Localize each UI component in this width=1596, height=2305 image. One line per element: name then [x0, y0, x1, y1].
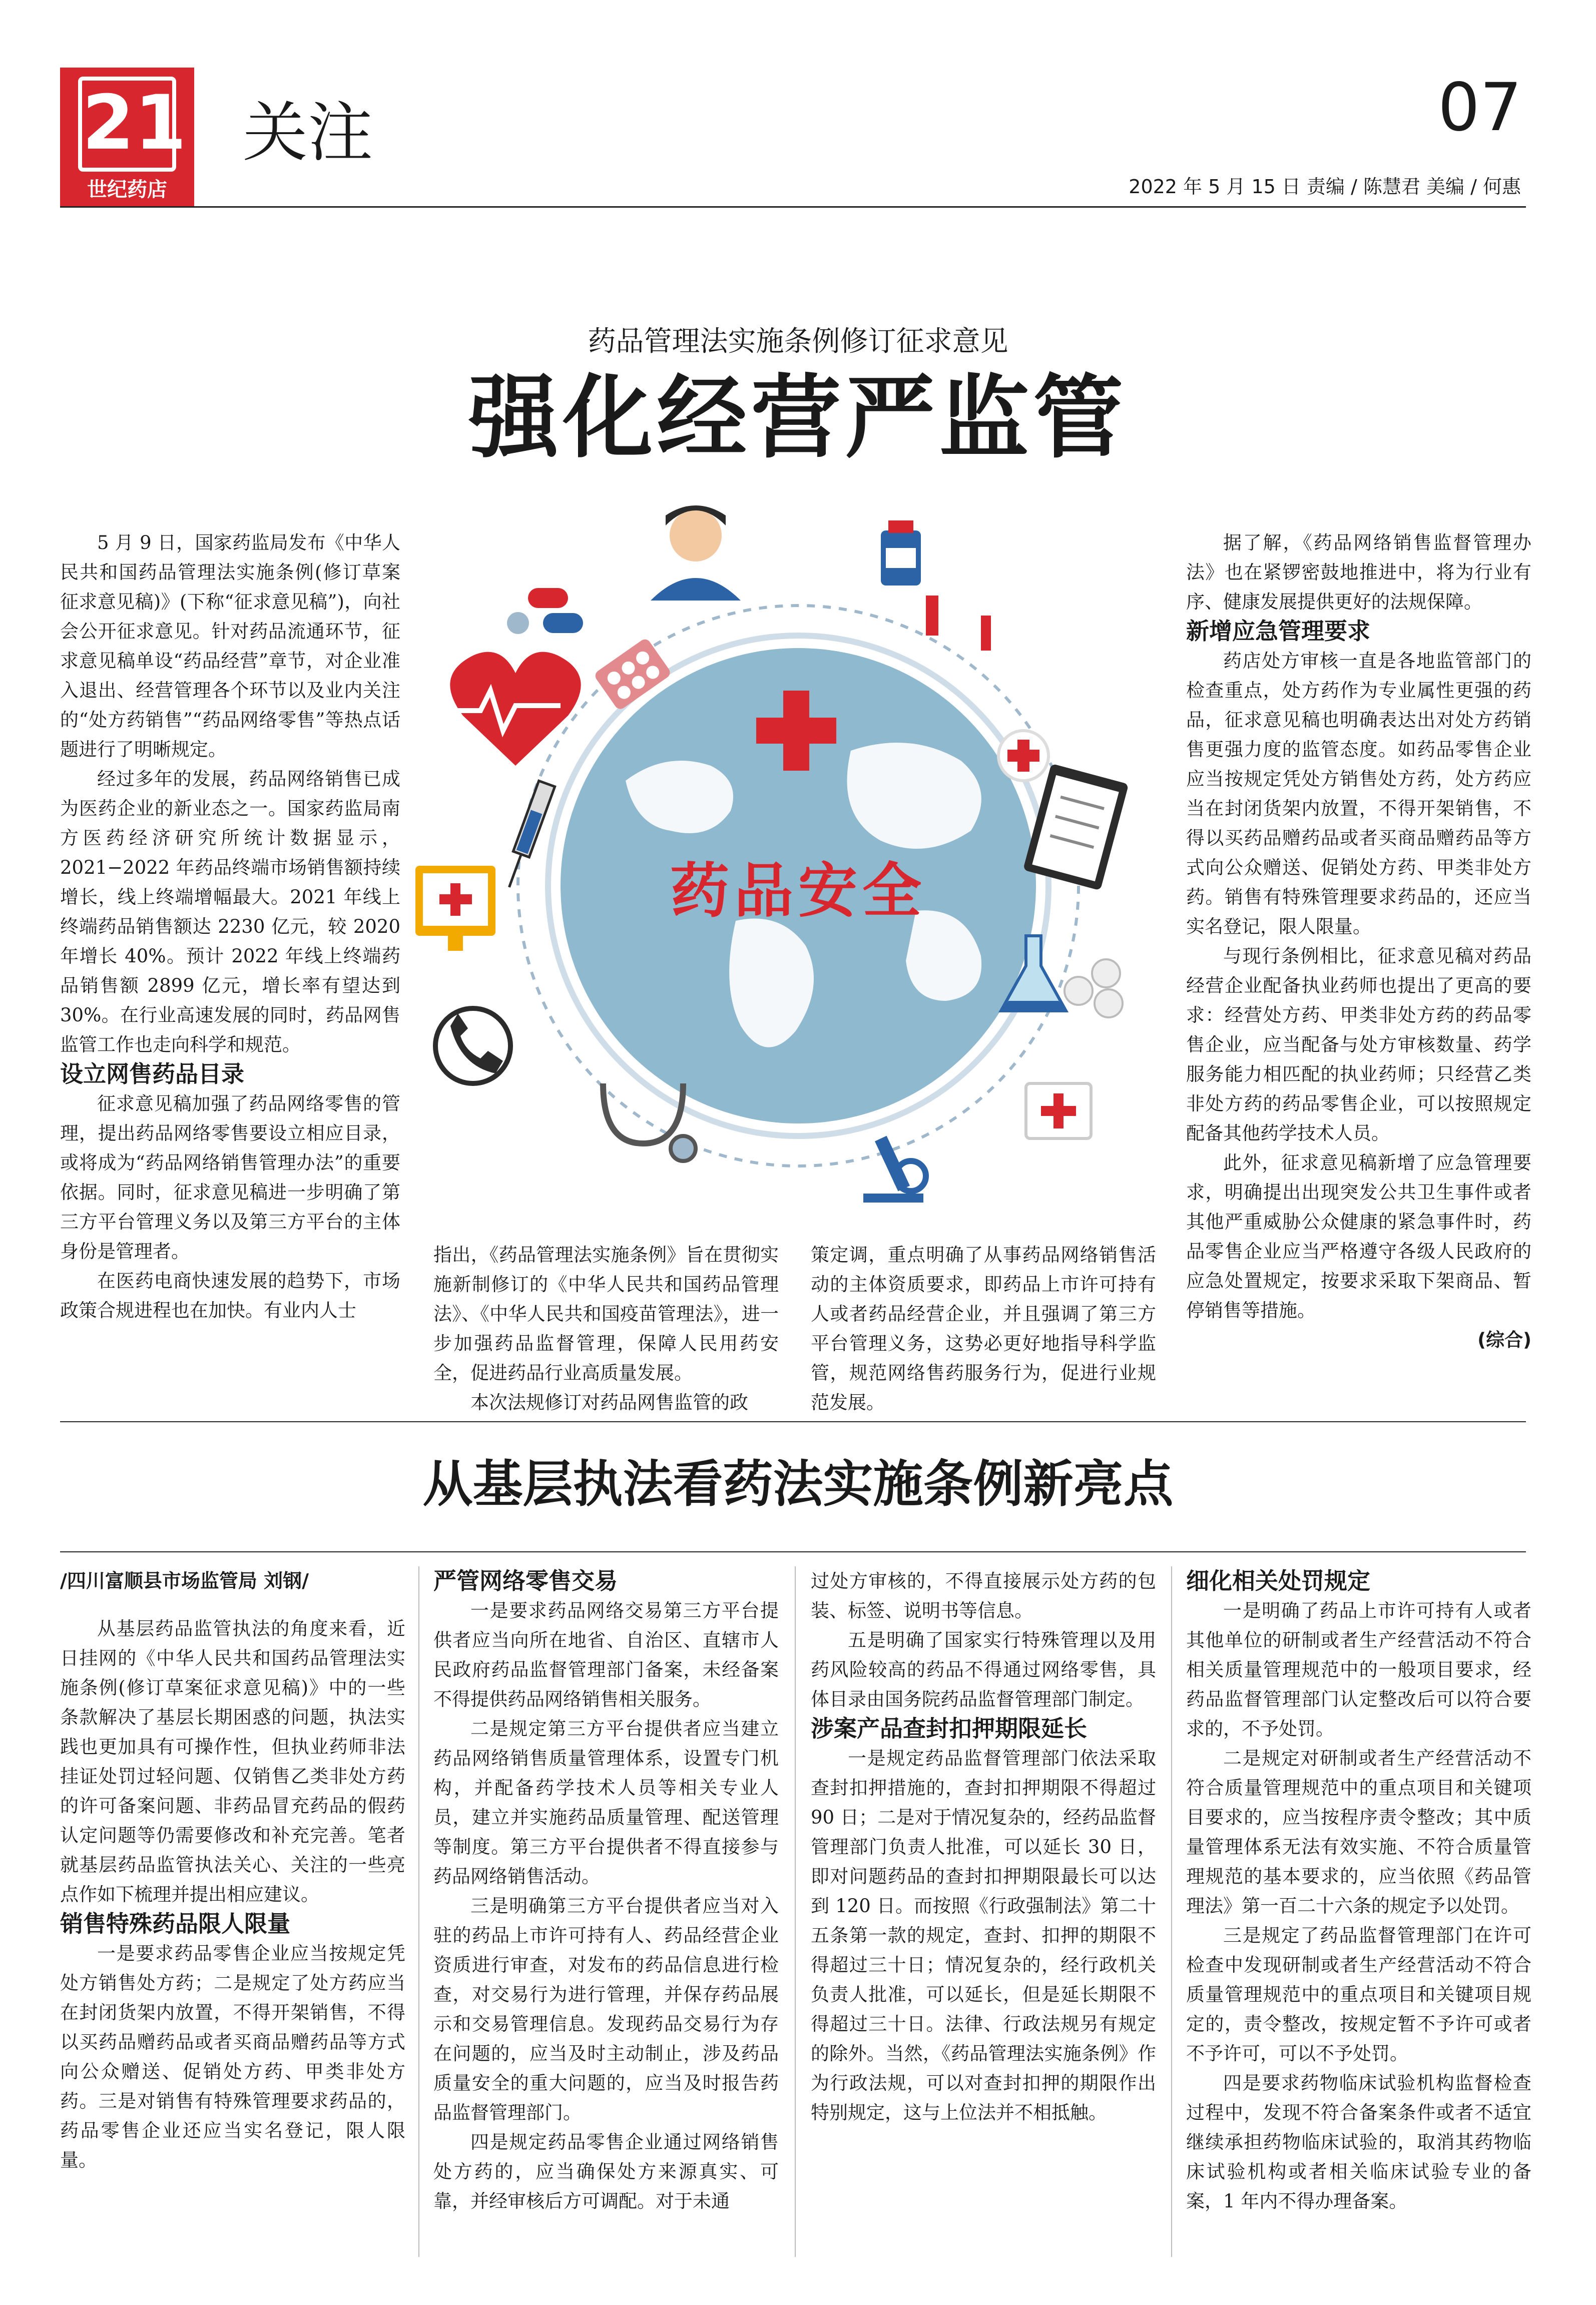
doctor-icon: [651, 505, 741, 601]
paragraph: 指出，《药品管理法实施条例》旨在贯彻实施新制修订的《中华人民共和国药品管理法》、《中华人民共和国疫苗管理法》，进一步加强药品监督管理，保障人民用药安全，促进药品行业高质量发展。: [433, 1244, 779, 1384]
paragraph: 三是规定了药品监督管理部门在许可检查中发现研制或者生产经营活动不符合质量管理规范中的重点项目和关键项目规定的，责令整改，按规定暂不予许可或者不予许可，可以不予处罚。: [1186, 1925, 1531, 2064]
paragraph: 据了解，《药品网络销售监督管理办法》也在紧锣密鼓地推进中，将为行业有序、健康发展提供更好的法规保障。: [1186, 532, 1531, 613]
section-heading: 设立网售药品目录: [60, 1060, 244, 1087]
a1-col3: [811, 1240, 1156, 1417]
paragraph: 二是规定对研制或者生产经营活动不符合质量管理规范中的重点项目和关键项目要求的，应当按程序责令整改；其中质量管理体系无法有效实施、不符合质量管理规范的基本要求的，应当依照《药品管理法》第一百二十六条的规定予以处罚。: [1186, 1748, 1531, 1917]
paragraph: 一是要求药品零售企业应当按规定凭处方销售处方药；二是规定了处方药应当在封闭货架内放置，不得开架销售，不得以买药品赠药品或者买商品赠药品等方式向公众赠送、促销处方药、甲类非处方药。三是对销售有特殊管理要求药品的，药品零售企业还应当实名登记，限人限量。: [60, 1943, 405, 2171]
signature: (综合): [1477, 1329, 1531, 1351]
paragraph: 一是明确了药品上市许可持有人或者其他单位的研制或者生产经营活动不符合相关质量管理规范中的一般项目要求，经药品监督管理部门认定整改后可以符合要求的，不予处罚。: [1186, 1600, 1531, 1740]
paragraph: 四是规定药品零售企业通过网络销售处方药的，应当确保处方来源真实、可靠，并经审核后方可调配。对于未通: [433, 2131, 779, 2212]
a1-col2: [433, 1240, 779, 1417]
page-number: 07: [1438, 69, 1522, 146]
monitor-cross-icon: [415, 866, 495, 951]
paragraph: 策定调，重点明确了从事药品网络销售活动的主体资质要求，即药品上市许可持有人或者药品经营企业，并且强调了第三方平台管理义务，这势必更好地指导科学监管，规范网络售药服务行为，促进行业规范发展。: [811, 1244, 1156, 1413]
kicker: 药品管理法实施条例修订征求意见: [588, 325, 1008, 358]
paragraph: 五是明确了国家实行特殊管理以及用药风险较高的药品不得通过网络零售，具体目录由国务院药品监督管理部门制定。: [811, 1629, 1156, 1710]
header-rule: [60, 206, 1526, 208]
medicine-bottle-icon: [881, 520, 991, 651]
paragraph: 二是规定第三方平台提供者应当建立药品网络销售质量管理体系，设置专门机构，并配备药学技术人员等相关专业人员，建立并实施药品质量管理、配送管理等制度。第三方平台提供者不得直接参与药品网络销售活动。: [433, 1718, 779, 1887]
section-heading: 新增应急管理要求: [1186, 618, 1370, 645]
a1-col1: [60, 528, 400, 1325]
section-title: 关注: [243, 95, 373, 171]
a2-col3: [811, 1566, 1156, 2127]
tablets-icon: [1065, 959, 1123, 1017]
section-heading: 涉案产品查封扣押期限延长: [811, 1715, 1087, 1742]
logo-badge: [60, 68, 194, 208]
paragraph: 5 月 9 日，国家药监局发布《中华人民共和国药品管理法实施条例(修订草案征求意见稿)》(下称“征求意见稿”)，向社会公开征求意见。针对药品流通环节，征求意见稿单设“药品经营”章节，对企业准入退出、经营管理各个环节以及业内关注的“处方药销售”“药品网络零售”等热点话题进行了明晰规定。: [60, 532, 400, 760]
paragraph: 与现行条例相比，征求意见稿对药品经营企业配备执业药师也提出了更高的要求：经营处方药、甲类非处方药的药品零售企业，应当配备与处方审核数量、药学服务能力相匹配的执业药师；只经营乙类非处方药的药品零售企业，可以按照规定配备其他药学技术人员。: [1186, 945, 1531, 1144]
paragraph: 三是明确第三方平台提供者应当对入驻的药品上市许可持有人、药品经营企业资质进行审查，对发布的药品信息进行检查，对交易行为进行管理，并保存药品展示和交易管理信息。发现药品交易行为存在问题的，应当及时主动制止，涉及药品质量安全的重大问题的，应当及时报告药品监督管理部门。: [433, 1895, 779, 2123]
paragraph: 此外，征求意见稿新增了应急管理要求，明确提出出现突发公共卫生事件或者其他严重威胁公众健康的紧急事件时，药品零售企业应当严格遵守各级人民政府的应急处置规定，按要求采取下架商品、暂停销售等措施。: [1186, 1152, 1531, 1321]
paragraph: 一是要求药品网络交易第三方平台提供者应当向所在地省、自治区、直辖市人民政府药品监督管理部门备案，未经备案不得提供药品网络销售相关服务。: [433, 1600, 779, 1710]
logo-number: 21: [78, 77, 176, 172]
section-heading: 严管网络零售交易: [433, 1567, 618, 1594]
paragraph: 在医药电商快速发展的趋势下，市场政策合规进程也在加快。有业内人士: [60, 1270, 400, 1321]
paragraph: 过处方审核的，不得直接展示处方药的包装、标签、说明书等信息。: [811, 1570, 1156, 1621]
section-heading: 细化相关处罚规定: [1186, 1567, 1370, 1594]
article-title: 强化经营严监管: [468, 365, 1128, 470]
pills-icon: [507, 588, 583, 634]
column-divider: [795, 1566, 796, 2257]
header-meta: 2022 年 5 月 15 日 责编 / 陈慧君 美编 / 何惠: [1129, 176, 1521, 198]
article-divider: [60, 1421, 1526, 1422]
a2-col1: [60, 1566, 405, 2175]
a2-col2: [433, 1566, 779, 2216]
heart-rate-icon: [450, 652, 581, 766]
paragraph: 从基层药品监管执法的角度来看，近日挂网的《中华人民共和国药品管理法实施条例(修订草案征求意见稿)》中的一些条款解决了基层长期困惑的问题，执法实践也更加具有可操作性，但执业药师非法挂证处罚过轻问题、仅销售乙类非处方药的许可备案问题、非药品冒充药品的假药认定问题等仍需要修改和补充完善。笔者就基层药品监管执法关心、关注的一些亮点作如下梳理并提出相应建议。: [60, 1618, 405, 1905]
phone-icon: [435, 1008, 510, 1083]
first-aid-icon: [998, 731, 1048, 781]
illustration-caption: 药品安全: [670, 856, 926, 925]
medical-box-icon: [1026, 1083, 1091, 1138]
column-divider: [418, 1566, 419, 2257]
logo-name: 世纪药店: [87, 178, 167, 201]
paragraph: 四是要求药物临床试验机构监督检查过程中，发现不符合备案条件或者不适宜继续承担药物临床试验的，取消其药物临床试验机构或者相关临床试验专业的备案，1 年内不得办理备案。: [1186, 2072, 1531, 2212]
article2-title: 从基层执法看药法实施条例新亮点: [422, 1454, 1174, 1513]
paragraph: 药店处方审核一直是各地监管部门的检查重点，处方药作为专业属性更强的药品，征求意见稿也明确表达出对处方药销售更强力度的监管态度。如药品零售企业应当按规定凭处方销售处方药，处方药应当在封闭货架内放置，不得开架销售，不得以买药品赠药品或者买商品赠药品等方式向公众赠送、促销处方药、甲类非处方药。销售有特殊管理要求药品的，还应当实名登记，限人限量。: [1186, 650, 1531, 937]
paragraph: 经过多年的发展，药品网络销售已成为医药企业的新业态之一。国家药监局南方医药经济研究所统计数据显示，2021−2022 年药品终端市场销售额持续增长，线上终端增幅最大。2021 年线上终端药品销售额达 2230 亿元，较 2020 年增长 40%。预计 2022 年线上终端药品销售额 2899 亿元，增长率有望达到 30%。在行业高速发展的同时，药品网售监管工作也走向科学和规范。: [60, 768, 400, 1055]
paragraph: 本次法规修订对药品网售监管的政: [470, 1392, 748, 1413]
column-divider: [1171, 1566, 1172, 2257]
a1-col4: [1186, 528, 1531, 1355]
section-heading: 销售特殊药品限人限量: [60, 1910, 290, 1937]
a2-col4: [1186, 1566, 1531, 2216]
article2-rule: [60, 1551, 1526, 1552]
byline: /四川富顺县市场监管局 刘钢/: [60, 1570, 309, 1592]
microscope-icon: [863, 1136, 926, 1203]
paragraph: 一是规定药品监督管理部门依法采取查封扣押措施的，查封扣押期限不得超过 90 日；二是对于情况复杂的，经药品监督管理部门负责人批准，可以延长 30 日，即对问题药品的查封扣押期限最长可以达到 120 日。而按照《行政强制法》第二十五条第一款的规定，查封、扣押的期限不得超过三十日；情况复杂的，经行政机关负责人批准，可以延长，但是延长期限不得超过三十日。法律、行政法规另有规定的除外。当然，《药品管理法实施条例》作为行政法规，可以对查封扣押的期限作出特别规定，这与上位法并不相抵触。: [811, 1748, 1156, 2123]
globe-cross-h: [756, 718, 836, 744]
paragraph: 征求意见稿加强了药品网络零售的管理，提出药品网络零售要设立相应目录，或将成为“药品网络销售管理办法”的重要依据。同时，征求意见稿进一步明确了第三方平台管理义务以及第三方平台的主体身份是管理者。: [60, 1093, 400, 1262]
clipboard-icon: [1023, 764, 1129, 891]
